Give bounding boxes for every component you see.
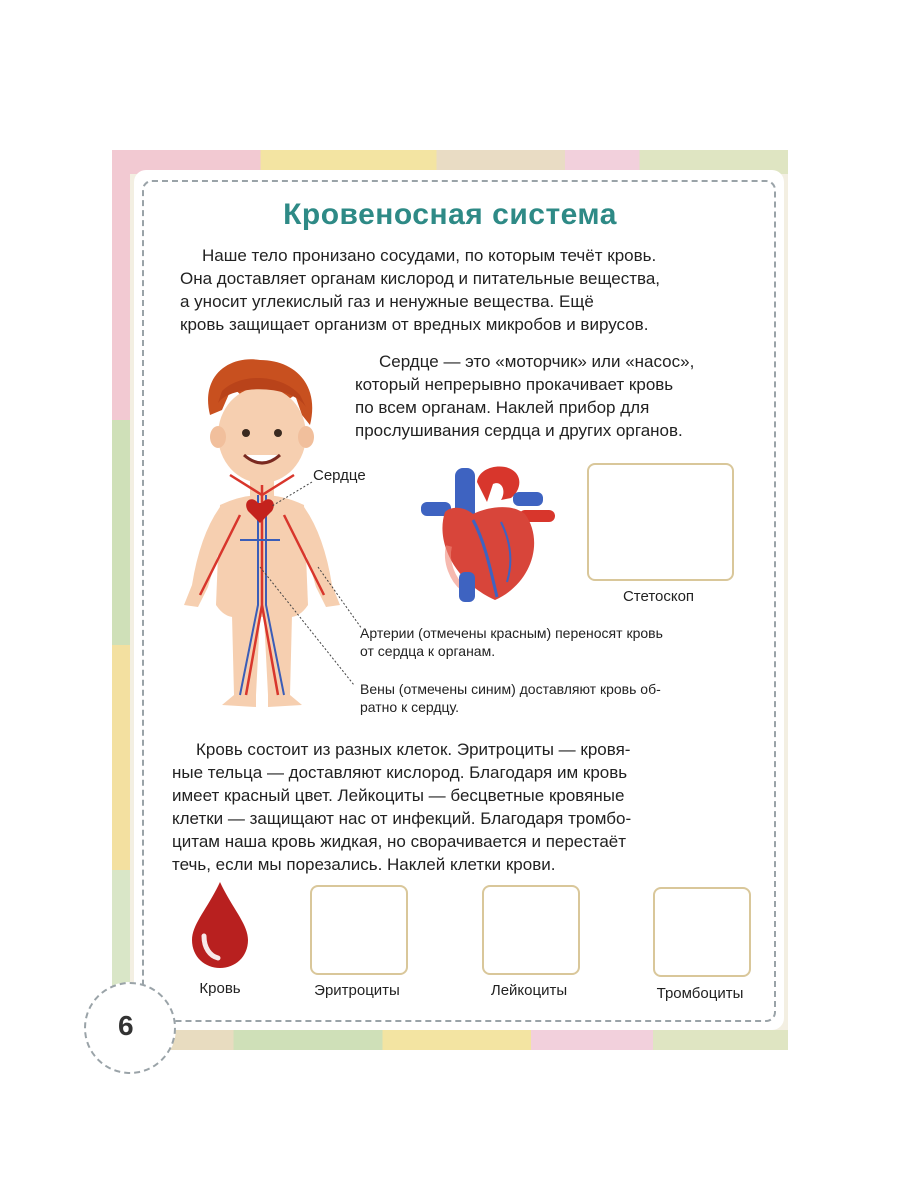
heart-pointer-line	[270, 480, 315, 510]
leukocytes-caption: Лейкоциты	[490, 982, 568, 999]
decor-stripe-left	[112, 150, 130, 1050]
blood-line: имеет красный цвет. Лейкоциты — бесцветные кровяные	[172, 786, 625, 805]
leukocytes-sticker-slot[interactable]	[482, 885, 580, 975]
stethoscope-sticker-slot[interactable]	[587, 463, 734, 581]
platelets-sticker-slot[interactable]	[653, 887, 751, 977]
heart-paragraph	[355, 350, 765, 442]
blood-drop-icon	[188, 880, 252, 970]
stethoscope-caption: Стетоскоп	[622, 588, 695, 605]
intro-line: а уносит углекислый газ и ненужные вещества. Ещё	[180, 292, 594, 311]
heart-line: который непрерывно прокачивает кровь	[355, 375, 674, 394]
intro-paragraph	[180, 244, 762, 336]
intro-line: Наше тело пронизано сосудами, по которым течёт кровь.	[202, 246, 657, 265]
decor-stripe-bottom	[112, 1030, 788, 1050]
platelets-caption: Тромбоциты	[656, 985, 744, 1002]
blood-line: клетки — защищают нас от инфекций. Благодаря тромбо-	[172, 809, 632, 828]
blood-caption: Кровь	[199, 980, 241, 997]
blood-line: ные тельца — доставляют кислород. Благодаря им кровь	[172, 763, 628, 782]
heart-illustration	[415, 462, 565, 607]
blood-line: Кровь состоит из разных клеток. Эритроциты — кровя-	[196, 740, 631, 759]
blood-line: цитам наша кровь жидкая, но сворачивается и перестаёт	[172, 832, 627, 851]
heart-line: прослушивания сердца и других органов.	[355, 421, 683, 440]
intro-line: кровь защищает организм от вредных микробов и вирусов.	[180, 315, 649, 334]
arteries-line: Артерии (отмечены красным) переносят кровь	[360, 625, 663, 641]
veins-line: Вены (отмечены синим) доставляют кровь об-	[360, 681, 661, 697]
arteries-line: от сердца к органам.	[360, 643, 496, 659]
heart-line: Сердце — это «моторчик» или «насос»,	[379, 352, 695, 371]
heart-line: по всем органам. Наклей прибор для	[355, 398, 650, 417]
page-number: 6	[118, 1010, 134, 1041]
intro-line: Она доставляет органам кислород и питательные вещества,	[180, 269, 660, 288]
page-title: Кровеносная система	[283, 198, 617, 231]
vein-pointer-line	[258, 565, 358, 690]
heart-label: Сердце	[313, 467, 366, 484]
blood-line: течь, если мы порезались. Наклей клетки крови.	[172, 855, 556, 874]
erythrocytes-sticker-slot[interactable]	[310, 885, 408, 975]
erythrocytes-caption: Эритроциты	[314, 982, 400, 999]
veins-note	[360, 680, 760, 716]
veins-line: ратно к сердцу.	[360, 699, 460, 715]
blood-paragraph	[172, 738, 762, 876]
arteries-note	[360, 624, 760, 660]
